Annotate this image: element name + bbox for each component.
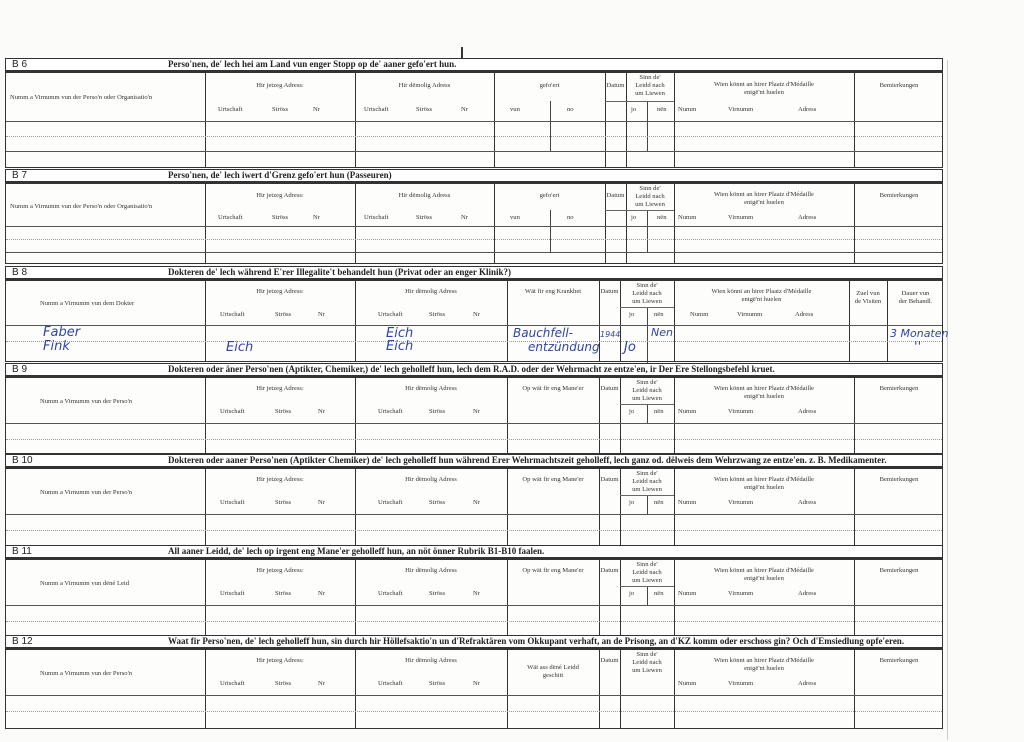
section-title: Dokteren oder äner Perso'nen (Aptikter, Chemiker,) de' lech geholleff hun, lech dem R.A.D. oder der Wehrmacht ze entze'en, ir Der Ere Stellongsbefehl kruet. <box>168 364 775 374</box>
col-alive: um Liewen <box>632 486 662 493</box>
col-date: Datum <box>606 82 625 89</box>
col-remarks: Bemierkungen <box>879 476 919 483</box>
col-surname: Numm <box>690 311 709 318</box>
col-nr: Nr <box>318 590 325 597</box>
col-means: Op wät fir eng Mane'er <box>522 385 584 392</box>
col-alive: Sinn de' <box>639 185 661 192</box>
section-title-bar <box>5 454 943 468</box>
col-first-name: Virnumm <box>728 590 754 597</box>
col-no: nën <box>654 499 664 506</box>
col-no: nën <box>654 408 664 415</box>
col-street: Ströss <box>272 106 289 113</box>
col-nr: Nr <box>318 311 325 318</box>
section-title-bar <box>5 169 943 183</box>
col-town: Urtschaft <box>378 408 403 415</box>
section-table <box>5 280 949 362</box>
col-medal: Wien könnt an hirer Plaatz d'Médaille <box>714 385 814 392</box>
col-nr: Nr <box>473 311 480 318</box>
col-nr: Nr <box>473 499 480 506</box>
entry-illness: Bauchfell- <box>513 326 573 340</box>
col-remarks: Bemierkungen <box>879 82 919 89</box>
col-surname: Numm <box>678 590 697 597</box>
col-medal: Wien könnt an hirer Plaatz d'Médaille <box>714 81 814 88</box>
col-remarks: Bemierkungen <box>879 567 919 574</box>
col-current-address: Hir jetzeg Adress: <box>256 385 304 392</box>
col-former-address: Hir dëmolig Adress <box>398 82 451 89</box>
col-former-address: Hir dëmolig Adress <box>405 288 457 295</box>
section-code: B 7 <box>12 170 28 181</box>
col-nr: Nr <box>313 214 320 221</box>
col-name: Numm a Virnumm vun der Perso'n <box>40 398 133 405</box>
entry-name: Faber <box>43 325 81 340</box>
col-nr: Nr <box>313 106 320 113</box>
col-address: Adress <box>798 214 817 221</box>
col-town: Urtschaft <box>378 590 403 597</box>
col-no: nën <box>657 214 667 221</box>
col-street: Ströss <box>275 590 292 597</box>
entry-former-town: Eich <box>386 326 414 341</box>
section-title: Perso'nen, de' lech iwert d'Grenz gefo'ert hun (Passeuren) <box>168 170 392 180</box>
col-date: Datum <box>600 476 619 483</box>
section-title: Waat fir Perso'nen, de' lech geholleff hun, sin durch hir Höllefsaktio'n un d'Refraktären vom Okkupant verhaft, an de Prisong, an d'KZ komm oder erschoss gin? Och d'Emsiedlung opfe'eren. <box>168 636 905 646</box>
col-nr: Nr <box>461 214 468 221</box>
col-first-name: Virnumm <box>728 680 754 687</box>
col-address: Adress <box>795 311 814 318</box>
col-alive: Leidd nach <box>632 659 662 666</box>
col-what-happened: geschitt <box>542 672 564 679</box>
section-code: B 8 <box>12 267 28 278</box>
col-street: Ströss <box>275 408 292 415</box>
col-yes: jo <box>631 106 637 113</box>
col-town: Urtschaft <box>220 499 245 506</box>
col-street: Ströss <box>429 680 446 687</box>
entry-alive-no: Nen <box>651 326 673 339</box>
section-title-bar <box>5 363 943 377</box>
col-town: Urtschaft <box>378 311 403 318</box>
col-date: Datum <box>600 567 619 574</box>
col-alive: Sinn de' <box>636 282 658 289</box>
entry-ditto: '' <box>914 340 922 355</box>
section-table <box>5 468 943 547</box>
section-table <box>5 649 943 729</box>
entry-illness: entzündung <box>528 340 600 354</box>
col-town: Urtschaft <box>220 680 245 687</box>
col-alive: um Liewen <box>632 667 662 674</box>
col-medal: entgë'nt huelen <box>744 575 784 582</box>
col-first-name: Virnumm <box>737 311 763 318</box>
col-name: Numm a Virnumm vun der Perso'n oder Organisatio'n <box>10 94 153 101</box>
col-first-name: Virnumm <box>728 214 754 221</box>
entry-current-town: Eich <box>226 340 254 355</box>
entry-duration: 3 Monaten <box>890 327 949 340</box>
section-title: Dokteren oder aaner Perso'nen (Aptikter Chemiker) de' lech geholleff hun während Erer Wehrmachtszeit geholleff, lech ganz od. dëlweis dem Wehrzwang ze entze'en. z. B. Medikamenter. <box>168 455 887 465</box>
form-sheet <box>5 58 949 742</box>
section-code: B 11 <box>12 546 32 557</box>
col-first-name: Virnumm <box>728 499 754 506</box>
col-date: Datum <box>600 288 619 295</box>
col-street: Ströss <box>416 106 433 113</box>
col-yes: jo <box>629 408 635 415</box>
col-alive: Sinn de' <box>636 561 658 568</box>
col-no: nën <box>654 590 664 597</box>
col-street: Ströss <box>416 214 433 221</box>
entry-alive-yes: Jo <box>624 340 636 355</box>
col-name: Numm a Virnumm vun der Perso'n oder Organisatio'n <box>10 203 153 210</box>
col-street: Ströss <box>275 680 292 687</box>
col-remarks: Bemierkungen <box>879 657 919 664</box>
col-address: Adress <box>798 408 817 415</box>
col-current-address: Hir jetzeg Adress: <box>256 82 304 89</box>
col-nr: Nr <box>461 106 468 113</box>
col-surname: Numm <box>678 408 697 415</box>
col-medal: entgë'nt huelen <box>744 393 784 400</box>
col-alive: Sinn de' <box>639 74 661 81</box>
section-table <box>5 559 943 636</box>
col-town: Urtschaft <box>218 214 243 221</box>
col-visits: Zuel vun <box>856 290 880 297</box>
col-yes: jo <box>629 311 635 318</box>
col-town: Urtschaft <box>220 590 245 597</box>
section-code: B 6 <box>12 59 28 70</box>
col-visits: de Visiten <box>854 298 882 305</box>
entry-date: 1944 <box>600 330 621 339</box>
col-remarks: Bemierkungen <box>879 192 919 199</box>
col-alive: Sinn de' <box>636 651 658 658</box>
col-yes: jo <box>629 499 635 506</box>
col-medal: Wien könnt an hirer Plaatz d'Médaille <box>714 191 814 198</box>
col-date: Datum <box>600 657 619 664</box>
col-what-happened: Wät ass dëné Leidd <box>527 664 579 671</box>
col-nr: Nr <box>473 680 480 687</box>
col-surname: Numm <box>678 214 697 221</box>
col-yes: jo <box>629 590 635 597</box>
col-street: Ströss <box>272 214 289 221</box>
col-street: Ströss <box>429 590 446 597</box>
col-alive: Sinn de' <box>636 470 658 477</box>
col-medal: Wien könnt an hirer Plaatz d'Médaille <box>714 567 814 574</box>
col-yes: jo <box>631 214 637 221</box>
col-to: no <box>567 106 574 113</box>
section-table <box>5 72 943 168</box>
col-town: Urtschaft <box>218 106 243 113</box>
col-name: Numm a Virnumm vun der Perso'n <box>40 670 133 677</box>
col-surname: Numm <box>678 499 697 506</box>
col-medal: Wien könnt an hirer Plaatz d'Médaille <box>711 288 812 295</box>
col-address: Adress <box>798 499 817 506</box>
section-title-bar <box>5 266 943 280</box>
col-remarks: Bemierkungen <box>879 385 919 392</box>
col-means: Op wät fir eng Mane'er <box>522 567 584 574</box>
col-hidden: gefo'ert <box>539 82 560 89</box>
col-medal: entgë'nt huelen <box>744 665 784 672</box>
col-no: nën <box>657 106 667 113</box>
col-street: Ströss <box>429 408 446 415</box>
col-first-name: Virnumm <box>728 106 754 113</box>
col-former-address: Hir dëmolig Adress <box>405 567 457 574</box>
col-surname: Numm <box>678 106 697 113</box>
col-alive: Leidd nach <box>632 478 662 485</box>
col-from: vun <box>510 106 520 113</box>
col-former-address: Hir dëmolig Adress <box>405 385 457 392</box>
section-code: B 12 <box>12 636 33 647</box>
col-alive: Leidd nach <box>632 569 662 576</box>
col-town: Urtschaft <box>364 214 389 221</box>
col-former-address: Hir dëmolig Adress <box>398 192 451 199</box>
col-from: vun <box>510 214 520 221</box>
col-street: Ströss <box>275 311 292 318</box>
col-alive: um Liewen <box>632 577 662 584</box>
col-medal: entgë'nt huelen <box>744 199 784 206</box>
col-nr: Nr <box>318 499 325 506</box>
col-alive: um Liewen <box>632 395 662 402</box>
col-name: Numm a Virnumm vun dem Dokter <box>40 300 135 307</box>
col-alive: Leidd nach <box>632 387 662 394</box>
col-alive: Sinn de' <box>636 379 658 386</box>
col-street: Ströss <box>275 499 292 506</box>
col-address: Adress <box>798 106 817 113</box>
section-table <box>5 377 943 454</box>
col-street: Ströss <box>429 499 446 506</box>
col-no: nën <box>654 311 664 318</box>
col-town: Urtschaft <box>220 311 245 318</box>
col-former-address: Hir dëmolig Adress <box>405 657 457 664</box>
col-surname: Numm <box>678 680 697 687</box>
col-former-address: Hir dëmolig Adress <box>405 476 457 483</box>
entry-first-name: Fink <box>43 339 70 354</box>
page-edge <box>947 60 948 740</box>
col-street: Ströss <box>429 311 446 318</box>
col-alive: um Liewen <box>635 201 665 208</box>
col-date: Datum <box>600 385 619 392</box>
col-duration: der Behandl. <box>898 298 933 305</box>
col-town: Urtschaft <box>220 408 245 415</box>
section-table <box>5 183 943 264</box>
section-title-bar <box>5 635 943 649</box>
col-alive: um Liewen <box>635 90 665 97</box>
col-current-address: Hir jetzeg Adress: <box>256 657 304 664</box>
col-medal: Wien könnt an hirer Plaatz d'Médaille <box>714 476 814 483</box>
col-date: Datum <box>606 192 625 199</box>
col-alive: Leidd nach <box>635 82 665 89</box>
col-address: Adress <box>798 680 817 687</box>
col-hidden: gefo'ert <box>539 192 560 199</box>
entry-former-town: Eich <box>386 339 414 354</box>
col-alive: um Liewen <box>632 298 662 305</box>
section-title-bar <box>5 545 943 559</box>
section-title: All aaner Leidd, de' lech op irgent eng Mane'er geholleff hun, an nöt önner Rubrik B1-B10 faalen. <box>168 546 545 556</box>
col-nr: Nr <box>318 408 325 415</box>
col-current-address: Hir jetzeg Adress: <box>256 476 304 483</box>
col-duration: Dauer vun <box>901 290 930 297</box>
col-medal: entgë'nt huelen <box>744 484 784 491</box>
col-name: Numm a Virnumm vun der Perso'n <box>40 489 133 496</box>
col-current-address: Hir jetzeg Adress: <box>256 192 304 199</box>
col-current-address: Hir jetzeg Adress: <box>256 567 304 574</box>
col-to: no <box>567 214 574 221</box>
section-code: B 10 <box>12 455 33 466</box>
col-medal: Wien könnt an hirer Plaatz d'Médaille <box>714 657 814 664</box>
section-title: Perso'nen, de' lech hei am Land vun enger Stopp op de' aaner gefo'ert hun. <box>168 59 457 69</box>
col-medal: entgë'nt huelen <box>744 89 784 96</box>
col-medal: entgë'nt huelen <box>741 296 782 303</box>
col-nr: Nr <box>318 680 325 687</box>
col-nr: Nr <box>473 590 480 597</box>
section-title: Dokteren de' lech während E'rer Illegalite't behandelt hun (Privat oder an enger Klinik?) <box>168 267 512 277</box>
section-code: B 9 <box>12 364 28 375</box>
col-town: Urtschaft <box>378 499 403 506</box>
section-title-bar <box>5 58 943 72</box>
col-town: Urtschaft <box>364 106 389 113</box>
col-current-address: Hir jetzeg Adress: <box>256 288 304 295</box>
col-nr: Nr <box>473 408 480 415</box>
col-illness: Wät fir eng Krankhet <box>524 288 582 295</box>
col-address: Adress <box>798 590 817 597</box>
col-means: Op wät fir eng Mane'er <box>522 476 584 483</box>
col-alive: Leidd nach <box>632 290 662 297</box>
col-name: Numm a Virnumm vun dëné Leid <box>40 580 130 587</box>
col-first-name: Virnumm <box>728 408 754 415</box>
col-town: Urtschaft <box>378 680 403 687</box>
col-alive: Leidd nach <box>635 193 665 200</box>
